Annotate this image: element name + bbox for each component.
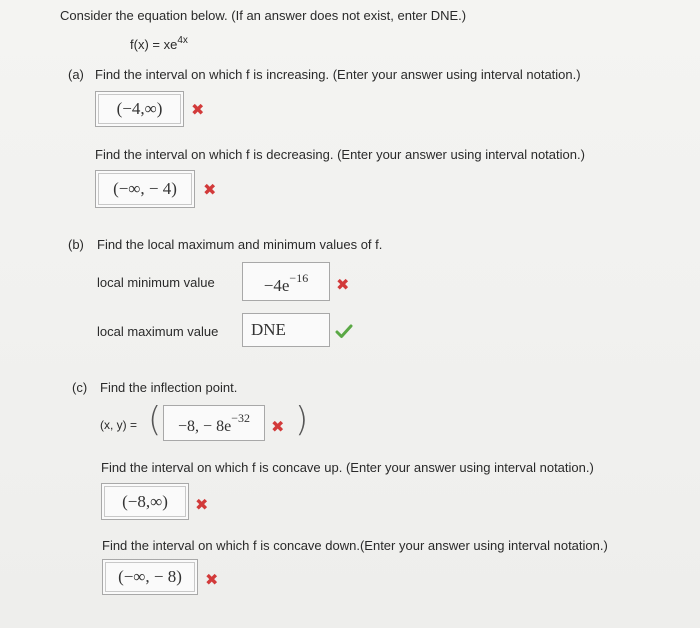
x-mark-icon: ✖ <box>336 275 350 294</box>
x-mark-icon: ✖ <box>271 417 285 436</box>
local-max-label: local maximum value <box>97 324 219 339</box>
local-max-answer-value: DNE <box>251 320 286 339</box>
close-paren: ) <box>295 400 309 440</box>
concave-down-question: Find the interval on which f is concave down.(Enter your answer using interval notation.) <box>102 538 608 553</box>
local-min-answer-field[interactable] <box>242 262 330 301</box>
inflection-exponent: −32 <box>231 411 250 425</box>
local-max-answer-field[interactable] <box>242 313 330 347</box>
equation-exponent: 4x <box>177 35 188 46</box>
local-min-answer-value: −4e <box>263 275 290 295</box>
x-mark-icon: ✖ <box>203 180 217 199</box>
equation <box>130 37 188 52</box>
part-c-label: (c) <box>72 380 88 395</box>
concave-up-answer-value: (−8,∞) <box>122 491 168 511</box>
concave-down-answer-field[interactable] <box>102 559 198 595</box>
open-paren: ( <box>148 400 162 440</box>
local-min-exponent: −16 <box>289 270 309 285</box>
part-c-question: Find the inflection point. <box>100 380 238 395</box>
local-min-label: local minimum value <box>97 275 215 290</box>
part-a-decreasing-question: Find the interval on which f is decreasing. (Enter your answer using interval notation.) <box>95 147 585 162</box>
part-a-increasing-question: Find the interval on which f is increasing. (Enter your answer using interval notation.) <box>95 67 581 82</box>
check-mark-icon <box>335 323 353 339</box>
increasing-answer-field[interactable] <box>95 91 184 127</box>
part-b-label: (b) <box>68 237 84 252</box>
concave-up-question: Find the interval on which f is concave up. (Enter your answer using interval notation.) <box>101 460 594 475</box>
x-mark-icon: ✖ <box>195 495 209 514</box>
increasing-answer-value: (−4,∞) <box>116 99 163 118</box>
decreasing-answer-field[interactable] <box>95 170 195 208</box>
decreasing-answer-value: (−∞, − 4) <box>113 179 177 198</box>
inflection-answer-field[interactable] <box>163 405 265 441</box>
xy-label: (x, y) = <box>100 418 138 432</box>
part-b-question: Find the local maximum and minimum values of f. <box>97 237 383 252</box>
intro-text: Consider the equation below. (If an answer does not exist, enter DNE.) <box>60 8 467 23</box>
part-a-label: (a) <box>68 67 84 82</box>
concave-down-answer-value: (−∞, − 8) <box>118 567 182 586</box>
inflection-answer-value: −8, − 8e <box>178 418 232 435</box>
equation-main: f(x) = xe <box>130 37 178 52</box>
x-mark-icon: ✖ <box>205 570 219 589</box>
concave-up-answer-field[interactable] <box>101 483 189 520</box>
x-mark-icon: ✖ <box>191 100 205 119</box>
